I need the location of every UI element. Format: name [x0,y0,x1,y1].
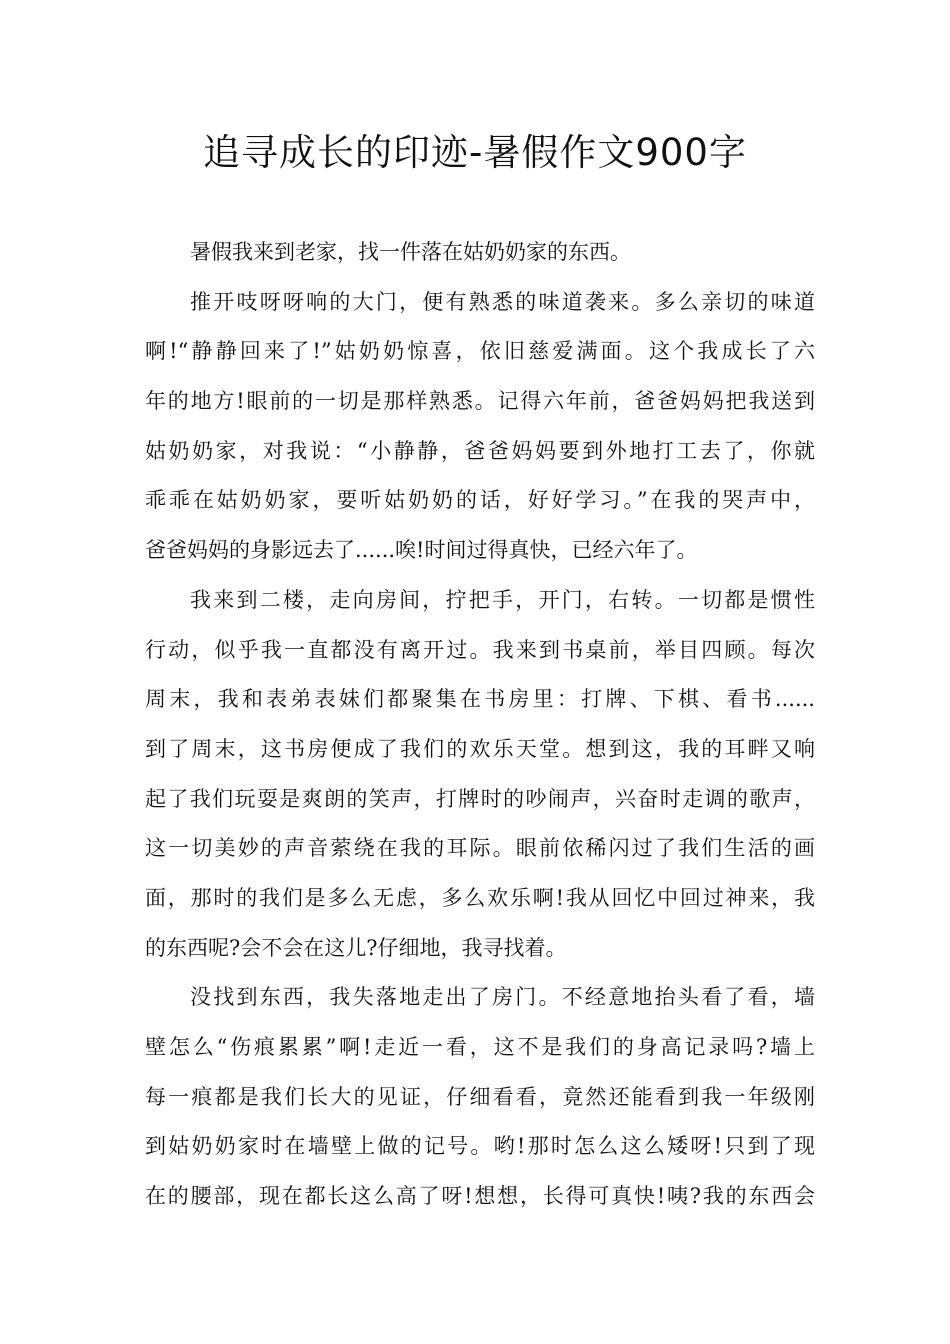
document-title: 追寻成长的印迹-暑假作文900字 [203,131,747,174]
text-line: 啊!“静静回来了!”姑奶奶惊喜，依旧慈爱满面。这个我成长了六 [145,339,815,364]
text-line: 暑假我来到老家，找一件落在姑奶奶家的东西。 [190,240,631,264]
text-line: 我来到二楼，走向房间，拧把手，开门，右转。一切都是惯性 [190,587,815,612]
text-line: 壁怎么“伤痕累累”啊!走近一看，这不是我们的身高记录吗?墙上 [145,1035,815,1059]
text-line: 姑奶奶家，对我说：“小静静，爸爸妈妈要到外地打工去了，你就 [145,438,815,463]
paragraph [145,576,815,974]
text-line: 到了周末，这书房便成了我们的欢乐天堂。想到这，我的耳畔又响 [145,736,815,761]
text-line: 没找到东西，我失落地走出了房门。不经意地抬头看了看，墙 [190,985,815,1010]
paragraph [145,278,815,576]
text-line: 周末，我和表弟表妹们都聚集在书房里：打牌、下棋、看书...... [145,687,815,712]
text-line: 这一切美妙的声音萦绕在我的耳际。眼前依稀闪过了我们生活的画 [145,836,815,861]
text-line: 乖乖在姑奶奶家，要听姑奶奶的话，好好学习。”在我的哭声中， [145,488,815,513]
text-line: 的东西呢?会不会在这儿?仔细地，我寻找着。 [145,935,567,960]
text-line: 在的腰部，现在都长这么高了呀!想想，长得可真快!咦?我的东西会 [145,1184,815,1209]
paragraph [145,228,815,278]
text-line: 起了我们玩耍是爽朗的笑声，打牌时的吵闹声，兴奋时走调的歌声， [145,786,815,811]
text-line: 年的地方!眼前的一切是那样熟悉。记得六年前，爸爸妈妈把我送到 [145,389,815,414]
text-line: 爸爸妈妈的身影远去了......唉!时间过得真快，已经六年了。 [145,538,698,563]
document-body [145,228,815,1222]
text-line: 到姑奶奶家时在墙壁上做的记号。哟!那时怎么这么矮呀!只到了现 [145,1134,815,1159]
paragraph [145,973,815,1221]
text-line: 推开吱呀呀响的大门，便有熟悉的味道袭来。多么亲切的味道 [190,289,815,314]
text-line: 面，那时的我们是多么无虑，多么欢乐啊!我从回忆中回过神来，我 [145,885,815,910]
text-line: 行动，似乎我一直都没有离开过。我来到书桌前，举目四顾。每次 [145,637,815,662]
text-line: 每一痕都是我们长大的见证，仔细看看，竟然还能看到我一年级刚 [145,1084,815,1109]
